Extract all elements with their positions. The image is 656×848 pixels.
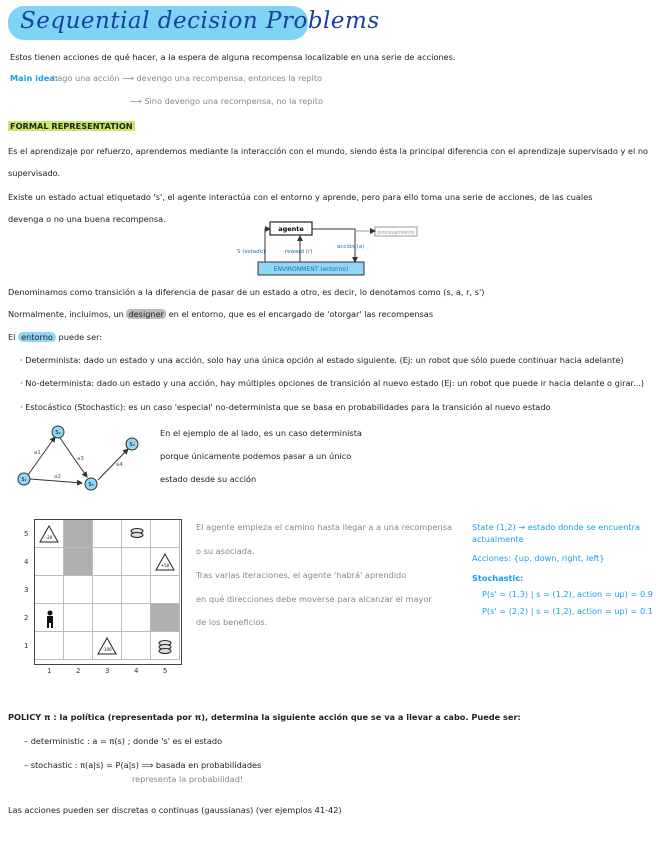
formal-heading: FORMAL REPRESENTATION [10,121,133,131]
warning-icon [97,637,117,655]
action-label-a4: a4 [116,462,123,468]
grid-col-label: 1 [47,667,52,675]
paragraph-2: Existe un estado actual etiquetado 's', el agente interactúa con el entorno y aprende, pero para ello toma una serie de acciones, de las cuales [8,192,593,202]
main-idea-label: Main idea: [10,73,59,83]
policy-stochastic: – stochastic : π(a|s) = P(a|s) ⟹ basada en probabilidades [24,760,262,770]
environment-label: ENVIRONMENT (entorno) [273,266,349,273]
state-label-s3: S₃ [88,482,94,488]
side-note-stochastic: Stochastic: [472,573,524,583]
graph-note-2: porque únicamente podemos pasar a un único [160,451,352,461]
graph-note-1: En el ejemplo de al lado, es un caso determinista [160,428,362,438]
grid-text-5: de los beneficios. [196,617,268,627]
state-label-s2: S₂ [55,430,61,436]
action-label-a1: a1 [34,450,41,456]
svg-text:-100: -100 [102,647,112,652]
paragraph-5: Normalmente, incluimos, un designer en el entorno, que es el encargado de 'otorgar' las recompensas [8,309,434,319]
svg-text:-20: -20 [45,535,53,540]
grid-world [34,519,182,665]
state-transition-graph [12,420,172,498]
coins-icon [127,525,147,543]
paragraph-6: El entorno puede ser: [8,332,103,342]
action-label-a2: a2 [54,474,61,480]
grid-row-label: 4 [24,558,29,566]
svg-text:+50: +50 [160,563,170,568]
grid-row-label: 3 [24,586,29,594]
grid-row-label: 1 [24,642,29,650]
state-label-s1: S₁ [21,477,27,483]
side-note-state-2: actualmente [472,534,524,544]
env-nondeterministic: · No-determinista: dado un estado y una acción, hay múltiples opciones de transición al nuevo estado (Ej: un robot que puede ir hacia delante o girar...) [20,378,645,388]
grid-col-label: 2 [76,667,81,675]
main-idea-line-1: hago una acción ⟶ devengo una recompensa, entonces la repito [52,73,323,83]
agent-label: agente [278,225,304,233]
state-label: S (estado) [237,249,266,255]
action-label: acción (a) [337,244,365,250]
paragraph-3: devenga o no una buena recompensa. [8,214,166,224]
agent-person-icon [43,610,57,628]
grid-col-label: 5 [163,667,168,675]
policy-heading: POLICY π : la política (representada por π), determina la siguiente acción que se va a llevar a cabo. Puede ser: [8,712,521,722]
graph-note-3: estado desde su acción [160,474,257,484]
grid-col-label: 3 [105,667,110,675]
main-idea-line-2: ⟶ Sino devengo una recompensa, no la repito [130,96,323,106]
grid-text-2: o su asociada. [196,546,255,556]
state-label-s4: S₄ [129,442,135,448]
paragraph-4: Denominamos como transición a la diferencia de pasar de un estado a otro, es decir, lo denotamos como (s, a, r, s') [8,287,485,297]
env-deterministic: · Determinista: dado un estado y una acción, solo hay una única opción al estado siguiente. (Ej: un robot que sólo puede continuar hacia adelante) [20,355,624,365]
side-note-prob-1: P(s' = (1,3) | s = (1,2), action = up) = 0.9 [482,589,653,599]
processing-label: procesamiento [377,230,415,236]
reward-label: reward (r) [285,249,313,255]
action-label-a3: a3 [77,456,84,462]
agent-environment-diagram [235,218,435,280]
final-line: Las acciones pueden ser discretas o continuas (gaussianas) (ver ejemplos 41-42) [8,805,342,815]
policy-deterministic: – deterministic : a = π(s) ; donde 's' es el estado [24,736,223,746]
side-note-prob-2: P(s' = (2,2) | s = (1,2), action = up) = 0.1 [482,606,653,616]
warning-icon [155,553,175,571]
policy-stochastic-note: representa la probabilidad! [132,774,244,784]
env-stochastic: · Estocástico (Stochastic): es un caso 'especial' no-determinista que se basa en probabilidades para la transición al nuevo estado [20,402,551,412]
intro-text: Estos tienen acciones de qué hacer, a la espera de alguna recompensa localizable en una serie de acciones. [10,52,456,62]
grid-text-4: en qué direcciones debe moverse para alcanzar el mayor [196,594,432,604]
paragraph-1: Es el aprendizaje por refuerzo, aprendemos mediante la interacción con el mundo, siendo ésta la principal diferencia con el aprendizaje supervisado y el no [8,146,649,156]
grid-text-3: Tras varias iteraciones, el agente 'habrá' aprendido [196,570,407,580]
side-note-state: State (1,2) → estado donde se encuentra [472,522,640,532]
coins-icon [155,637,175,655]
paragraph-1b: supervisado. [8,168,61,178]
page-title: Sequential decision Problems [20,8,380,34]
side-note-actions: Acciones: {up, down, right, left} [472,553,605,563]
warning-icon [39,525,59,543]
grid-col-label: 4 [134,667,139,675]
grid-text-1: El agente empieza el camino hasta llegar a a una recompensa [196,522,452,532]
grid-row-label: 2 [24,614,29,622]
grid-row-label: 5 [24,530,29,538]
